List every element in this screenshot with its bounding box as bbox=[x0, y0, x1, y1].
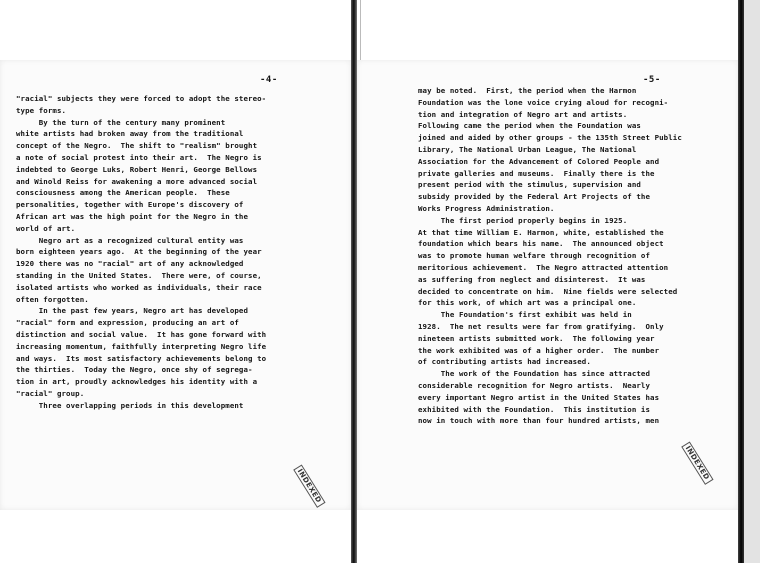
text-line: world of art. bbox=[16, 223, 76, 233]
text-line: distinction and social value. It has gone forward with bbox=[16, 329, 267, 339]
text-line: exhibited with the Foundation. This institution is bbox=[418, 404, 651, 414]
text-line: often forgotten. bbox=[16, 294, 89, 304]
text-line: nineteen artists submitted work. The following year bbox=[418, 333, 655, 343]
text-line: indebted to George Luks, Robert Henri, George Bellows bbox=[16, 164, 258, 174]
text-line: tion in art, proudly acknowledges his identity with a bbox=[16, 377, 258, 387]
text-line: Foundation was the lone voice crying aloud for recogni- bbox=[418, 97, 669, 107]
indexed-stamp-left: INDEXED bbox=[293, 464, 325, 507]
text-line: standing in the United States. There were, of course, bbox=[16, 270, 262, 280]
text-line: joined and aided by other groups - the 135th Street Public bbox=[418, 133, 682, 143]
text-line: "racial" group. bbox=[16, 388, 85, 398]
text-line: private galleries and museums. Finally there is the bbox=[418, 168, 655, 178]
text-line: Following came the period when the Foundation was bbox=[418, 121, 641, 131]
text-line: present period with the stimulus, supervision and bbox=[418, 180, 641, 190]
text-line: Works Progress Administration. bbox=[418, 203, 555, 213]
text-line: isolated artists who worked as individuals, their race bbox=[16, 282, 262, 292]
text-line: In the past few years, Negro art has developed bbox=[16, 306, 249, 316]
text-line: The Foundation's first exhibit was held in bbox=[418, 310, 632, 320]
text-line: subsidy provided by the Federal Art Projects of the bbox=[418, 192, 651, 202]
text-line: "racial" subjects they were forced to adopt the stereo- bbox=[16, 94, 267, 103]
text-line: the thirties. Today the Negro, once shy of segrega- bbox=[16, 365, 253, 375]
text-line: At that time William E. Harmon, white, established the bbox=[418, 227, 664, 237]
text-line: and Winold Reiss for awakening a more advanced social bbox=[16, 176, 258, 186]
text-line: Negro art as a recognized cultural entity was bbox=[16, 235, 244, 245]
text-line: consciousness among the American people. These bbox=[16, 188, 230, 198]
text-line: decided to concentrate on him. Nine fields were selected bbox=[418, 286, 678, 296]
text-line: meritorious achievement. The Negro attracted attention bbox=[418, 262, 669, 272]
text-line: considerable recognition for Negro artists. Nearly bbox=[418, 380, 651, 390]
text-line: tion and integration of Negro art and artists. bbox=[418, 109, 628, 119]
text-line: type forms. bbox=[16, 105, 67, 115]
text-line: now in touch with more than four hundred artists, men bbox=[418, 416, 660, 426]
text-line: The work of the Foundation has since attracted bbox=[418, 369, 651, 379]
right-scan-margin bbox=[744, 0, 760, 563]
text-line: Library, The National Urban League, The National bbox=[418, 144, 637, 154]
text-line: white artists had broken away from the traditional bbox=[16, 129, 244, 139]
text-line: personalities, together with Europe's discovery of bbox=[16, 200, 244, 210]
text-line: Association for the Advancement of Colored People and bbox=[418, 156, 660, 166]
top-margin bbox=[0, 0, 760, 60]
text-line: as suffering from neglect and disinterest. It was bbox=[418, 274, 646, 284]
text-line: and ways. Its most satisfactory achievements belong to bbox=[16, 353, 267, 363]
text-line: 1920 there was no "racial" art of any acknowledged bbox=[16, 259, 244, 269]
text-line: the work exhibited was of a higher order. The number bbox=[418, 345, 660, 355]
text-line: African art was the high point for the Negro in the bbox=[16, 211, 249, 221]
text-line: a note of social protest into their art. The Negro is bbox=[16, 152, 262, 162]
page-number-left: -4- bbox=[260, 75, 278, 85]
text-line: foundation which bears his name. The announced object bbox=[418, 239, 664, 249]
left-page-text bbox=[16, 93, 266, 412]
text-line: was to promote human welfare through recognition of bbox=[418, 251, 651, 261]
right-page bbox=[357, 60, 738, 510]
text-line: born eighteen years ago. At the beginning of the year bbox=[16, 247, 262, 257]
text-line: The first period properly begins in 1925. bbox=[418, 215, 628, 225]
text-line: "racial" form and expression, producing an art of bbox=[16, 318, 239, 328]
page-number-right: -5- bbox=[643, 75, 661, 85]
right-page-text bbox=[418, 85, 682, 427]
text-line: Three overlapping periods in this development bbox=[16, 400, 244, 410]
text-line: of contributing artists had increased. bbox=[418, 357, 591, 367]
text-line: By the turn of the century many prominent bbox=[16, 117, 226, 127]
text-line: every important Negro artist in the United States has bbox=[418, 392, 660, 402]
text-line: concept of the Negro. The shift to "realism" brought bbox=[16, 141, 258, 151]
text-line: 1928. The net results were far from gratifying. Only bbox=[418, 321, 664, 331]
left-page bbox=[0, 60, 351, 510]
gutter-line bbox=[360, 0, 361, 60]
text-line: for this work, of which art was a principal one. bbox=[418, 298, 637, 308]
text-line: may be noted. First, the period when the Harmon bbox=[418, 86, 637, 95]
text-line: increasing momentum, faithfully interpreting Negro life bbox=[16, 341, 267, 351]
bottom-margin bbox=[0, 510, 760, 563]
indexed-stamp-right: INDEXED bbox=[681, 441, 713, 484]
